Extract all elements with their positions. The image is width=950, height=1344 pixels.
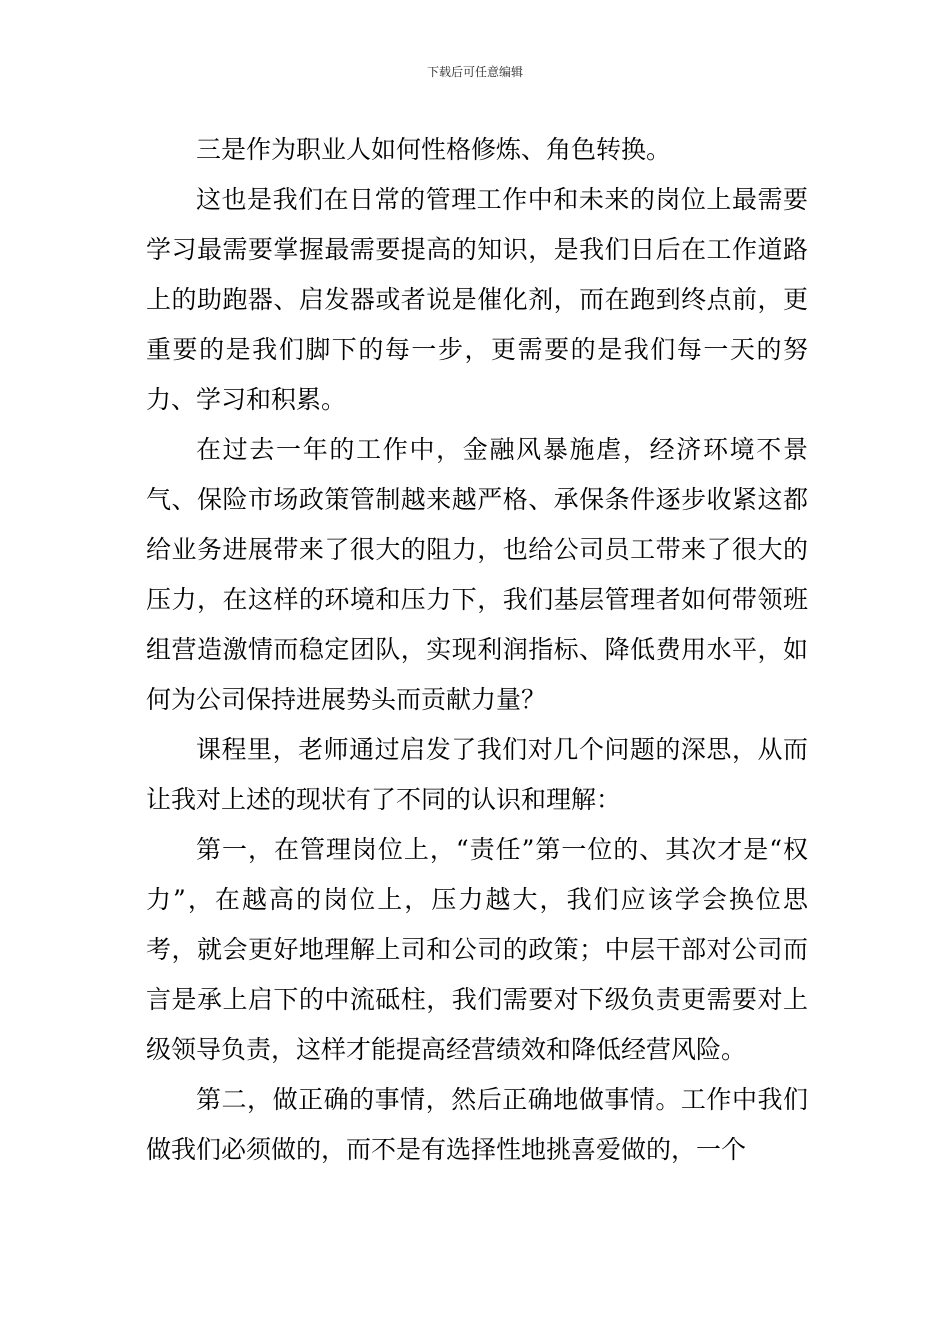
paragraph-5: 第一，在管理岗位上，“责任”第一位的、其次才是“权力”，在越高的岗位上，压力越大，我们应该学会换位思考，就会更好地理解上司和公司的政策；中层干部对公司而言是承上启下的中流砥柱，我们需要对下级负责更需要对上级领导负责，这样才能提高经营绩效和降低经营风险。: [146, 835, 808, 1064]
paragraph-1: 三是作为职业人如何性格修炼、角色转换。: [196, 135, 672, 164]
paragraph-4: 课程里，老师通过启发了我们对几个问题的深思，从而让我对上述的现状有了不同的认识和理解：: [146, 735, 808, 814]
paragraph-6: 第二，做正确的事情，然后正确地做事情。工作中我们做我们必须做的，而不是有选择性地挑喜爱做的，一个: [146, 1085, 808, 1164]
page-header: 下载后可任意编辑: [426, 65, 523, 79]
document-body: [146, 125, 808, 1175]
paragraph-3: 在过去一年的工作中，金融风暴施虐，经济环境不景气、保险市场政策管制越来越严格、承保条件逐步收紧这都给业务进展带来了很大的阻力，也给公司员工带来了很大的压力，在这样的环境和压力下，我们基层管理者如何带领班组营造激情而稳定团队，实现利润指标、降低费用水平，如何为公司保持进展势头而贡献力量？: [146, 435, 808, 714]
paragraph-2: 这也是我们在日常的管理工作中和未来的岗位上最需要学习最需要掌握最需要提高的知识，是我们日后在工作道路上的助跑器、启发器或者说是催化剂，而在跑到终点前，更重要的是我们脚下的每一步，更需要的是我们每一天的努力、学习和积累。: [146, 185, 808, 414]
